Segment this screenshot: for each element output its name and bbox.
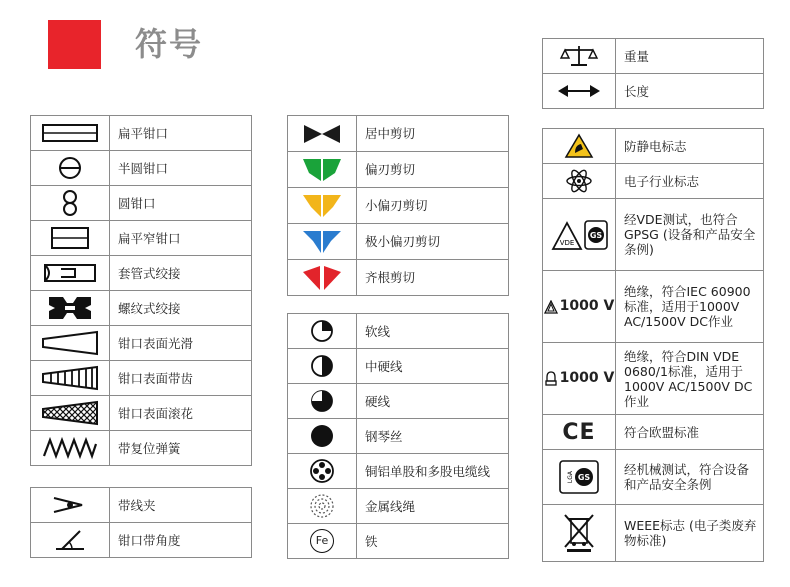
length-arrow-icon [543,74,616,109]
table-row [288,419,509,454]
table-row [31,256,252,291]
flat-jaw-icon [31,116,110,151]
angled-jaw-icon [31,523,110,558]
list-item-label: 绝缘，符合DIN VDE 0680/1标准，适用于1000V AC/1500V DC作业 [616,343,764,415]
list-item-label: 经机械测试，符合设备和产品安全条例 [616,450,764,505]
table-row [31,221,252,256]
table-row [288,524,509,559]
table-row [31,291,252,326]
list-item-label: 螺纹式绞接 [110,291,252,326]
table-row [288,152,509,188]
table-row [31,488,252,523]
table-row [543,164,764,199]
table-row [543,39,764,74]
list-item-label: 钳口带角度 [110,523,252,558]
list-item-label: 带线夹 [110,488,252,523]
table-row [543,415,764,450]
list-item-label: 电子行业标志 [616,164,764,199]
lga-gs-icon [543,450,616,505]
list-item-label: 带复位弹簧 [110,431,252,466]
table-row [31,523,252,558]
thread-crimp-icon [31,291,110,326]
wire-rope-icon [288,489,357,524]
bevel-cut-icon [288,152,357,188]
insulated-1000v-icon: 1000 V [543,271,616,343]
list-item-label: 绝缘，符合IEC 60900标准，适用于1000V AC/1500V DC作业 [616,271,764,343]
jaw-types-table [30,115,252,466]
list-item-label: 扁平窄钳口 [110,221,252,256]
table-row [288,384,509,419]
table-row [288,188,509,224]
measurement-table [542,38,764,109]
table-row [288,489,509,524]
table-row [288,224,509,260]
clip-angle-table [30,487,252,558]
list-item-label: 扁平钳口 [110,116,252,151]
mini-bevel-cut-icon [288,224,357,260]
table-row [31,116,252,151]
cutting-types-table [287,115,509,296]
list-item-label: 符合欧盟标准 [616,415,764,450]
piano-wire-icon [288,419,357,454]
table-row [31,361,252,396]
table-row [31,186,252,221]
certification-table [542,128,764,562]
list-item-label: 圆钳口 [110,186,252,221]
table-row [543,74,764,109]
flat-narrow-jaw-icon [31,221,110,256]
round-jaw-icon [31,186,110,221]
table-row [543,129,764,164]
list-item-label: 防静电标志 [616,129,764,164]
esd-icon [543,129,616,164]
list-item-label: 居中剪切 [357,116,509,152]
table-row [31,396,252,431]
medium-hard-wire-icon [288,349,357,384]
small-bevel-cut-icon [288,188,357,224]
table-row [543,343,764,415]
smooth-jaw-surface-icon [31,326,110,361]
list-item-label: 重量 [616,39,764,74]
wire-clip-icon [31,488,110,523]
list-item-label: 齐根剪切 [357,260,509,296]
sleeve-crimp-icon [31,256,110,291]
list-item-label: 经VDE测试，也符合GPSG (设备和产品安全条例) [616,199,764,271]
flush-cut-icon [288,260,357,296]
list-item-label: 钳口表面光滑 [110,326,252,361]
table-row [543,505,764,562]
table-row [31,431,252,466]
list-item-label: 套管式绞接 [110,256,252,291]
table-row [31,326,252,361]
half-round-jaw-icon [31,151,110,186]
list-item-label: 铜铝单股和多股电缆线 [357,454,509,489]
list-item-label: 小偏刃剪切 [357,188,509,224]
table-row [31,151,252,186]
din-vde-1000v-icon: 1000 V [543,343,616,415]
list-item-label: 钳口表面带齿 [110,361,252,396]
table-row [288,116,509,152]
list-item-label: 金属线绳 [357,489,509,524]
table-row [288,260,509,296]
center-cut-icon [288,116,357,152]
page-title: 符号 [135,25,204,63]
list-item-label: 长度 [616,74,764,109]
weee-icon [543,505,616,562]
red-square-logo [48,20,101,69]
svg-text:VDE: VDE [559,238,575,247]
soft-wire-icon [288,314,357,349]
copper-aluminium-cable-icon [288,454,357,489]
ce-icon: CE [543,415,616,450]
list-item-label: 极小偏刃剪切 [357,224,509,260]
table-row [543,450,764,505]
list-item-label: 中硬线 [357,349,509,384]
wire-types-table [287,313,509,559]
return-spring-icon [31,431,110,466]
knurled-jaw-surface-icon [31,396,110,431]
list-item-label: 半圆钳口 [110,151,252,186]
svg-text:LGA: LGA [567,470,574,484]
list-item-label: 软线 [357,314,509,349]
list-item-label: 铁 [357,524,509,559]
list-item-label: 钢琴丝 [357,419,509,454]
list-item-label: 钳口表面滚花 [110,396,252,431]
vde-gs-icon [543,199,616,271]
atom-icon [543,164,616,199]
svg-text:GS: GS [589,230,603,240]
table-row [288,314,509,349]
svg-text:GS: GS [577,473,591,482]
serrated-jaw-surface-icon [31,361,110,396]
hard-wire-icon [288,384,357,419]
list-item-label: 偏刃剪切 [357,152,509,188]
table-row [288,454,509,489]
table-row [288,349,509,384]
list-item-label: WEEE标志 (电子类废弃物标准) [616,505,764,562]
list-item-label: 硬线 [357,384,509,419]
table-row [543,271,764,343]
scale-icon [543,39,616,74]
table-row [543,199,764,271]
iron-icon: Fe [288,524,357,559]
